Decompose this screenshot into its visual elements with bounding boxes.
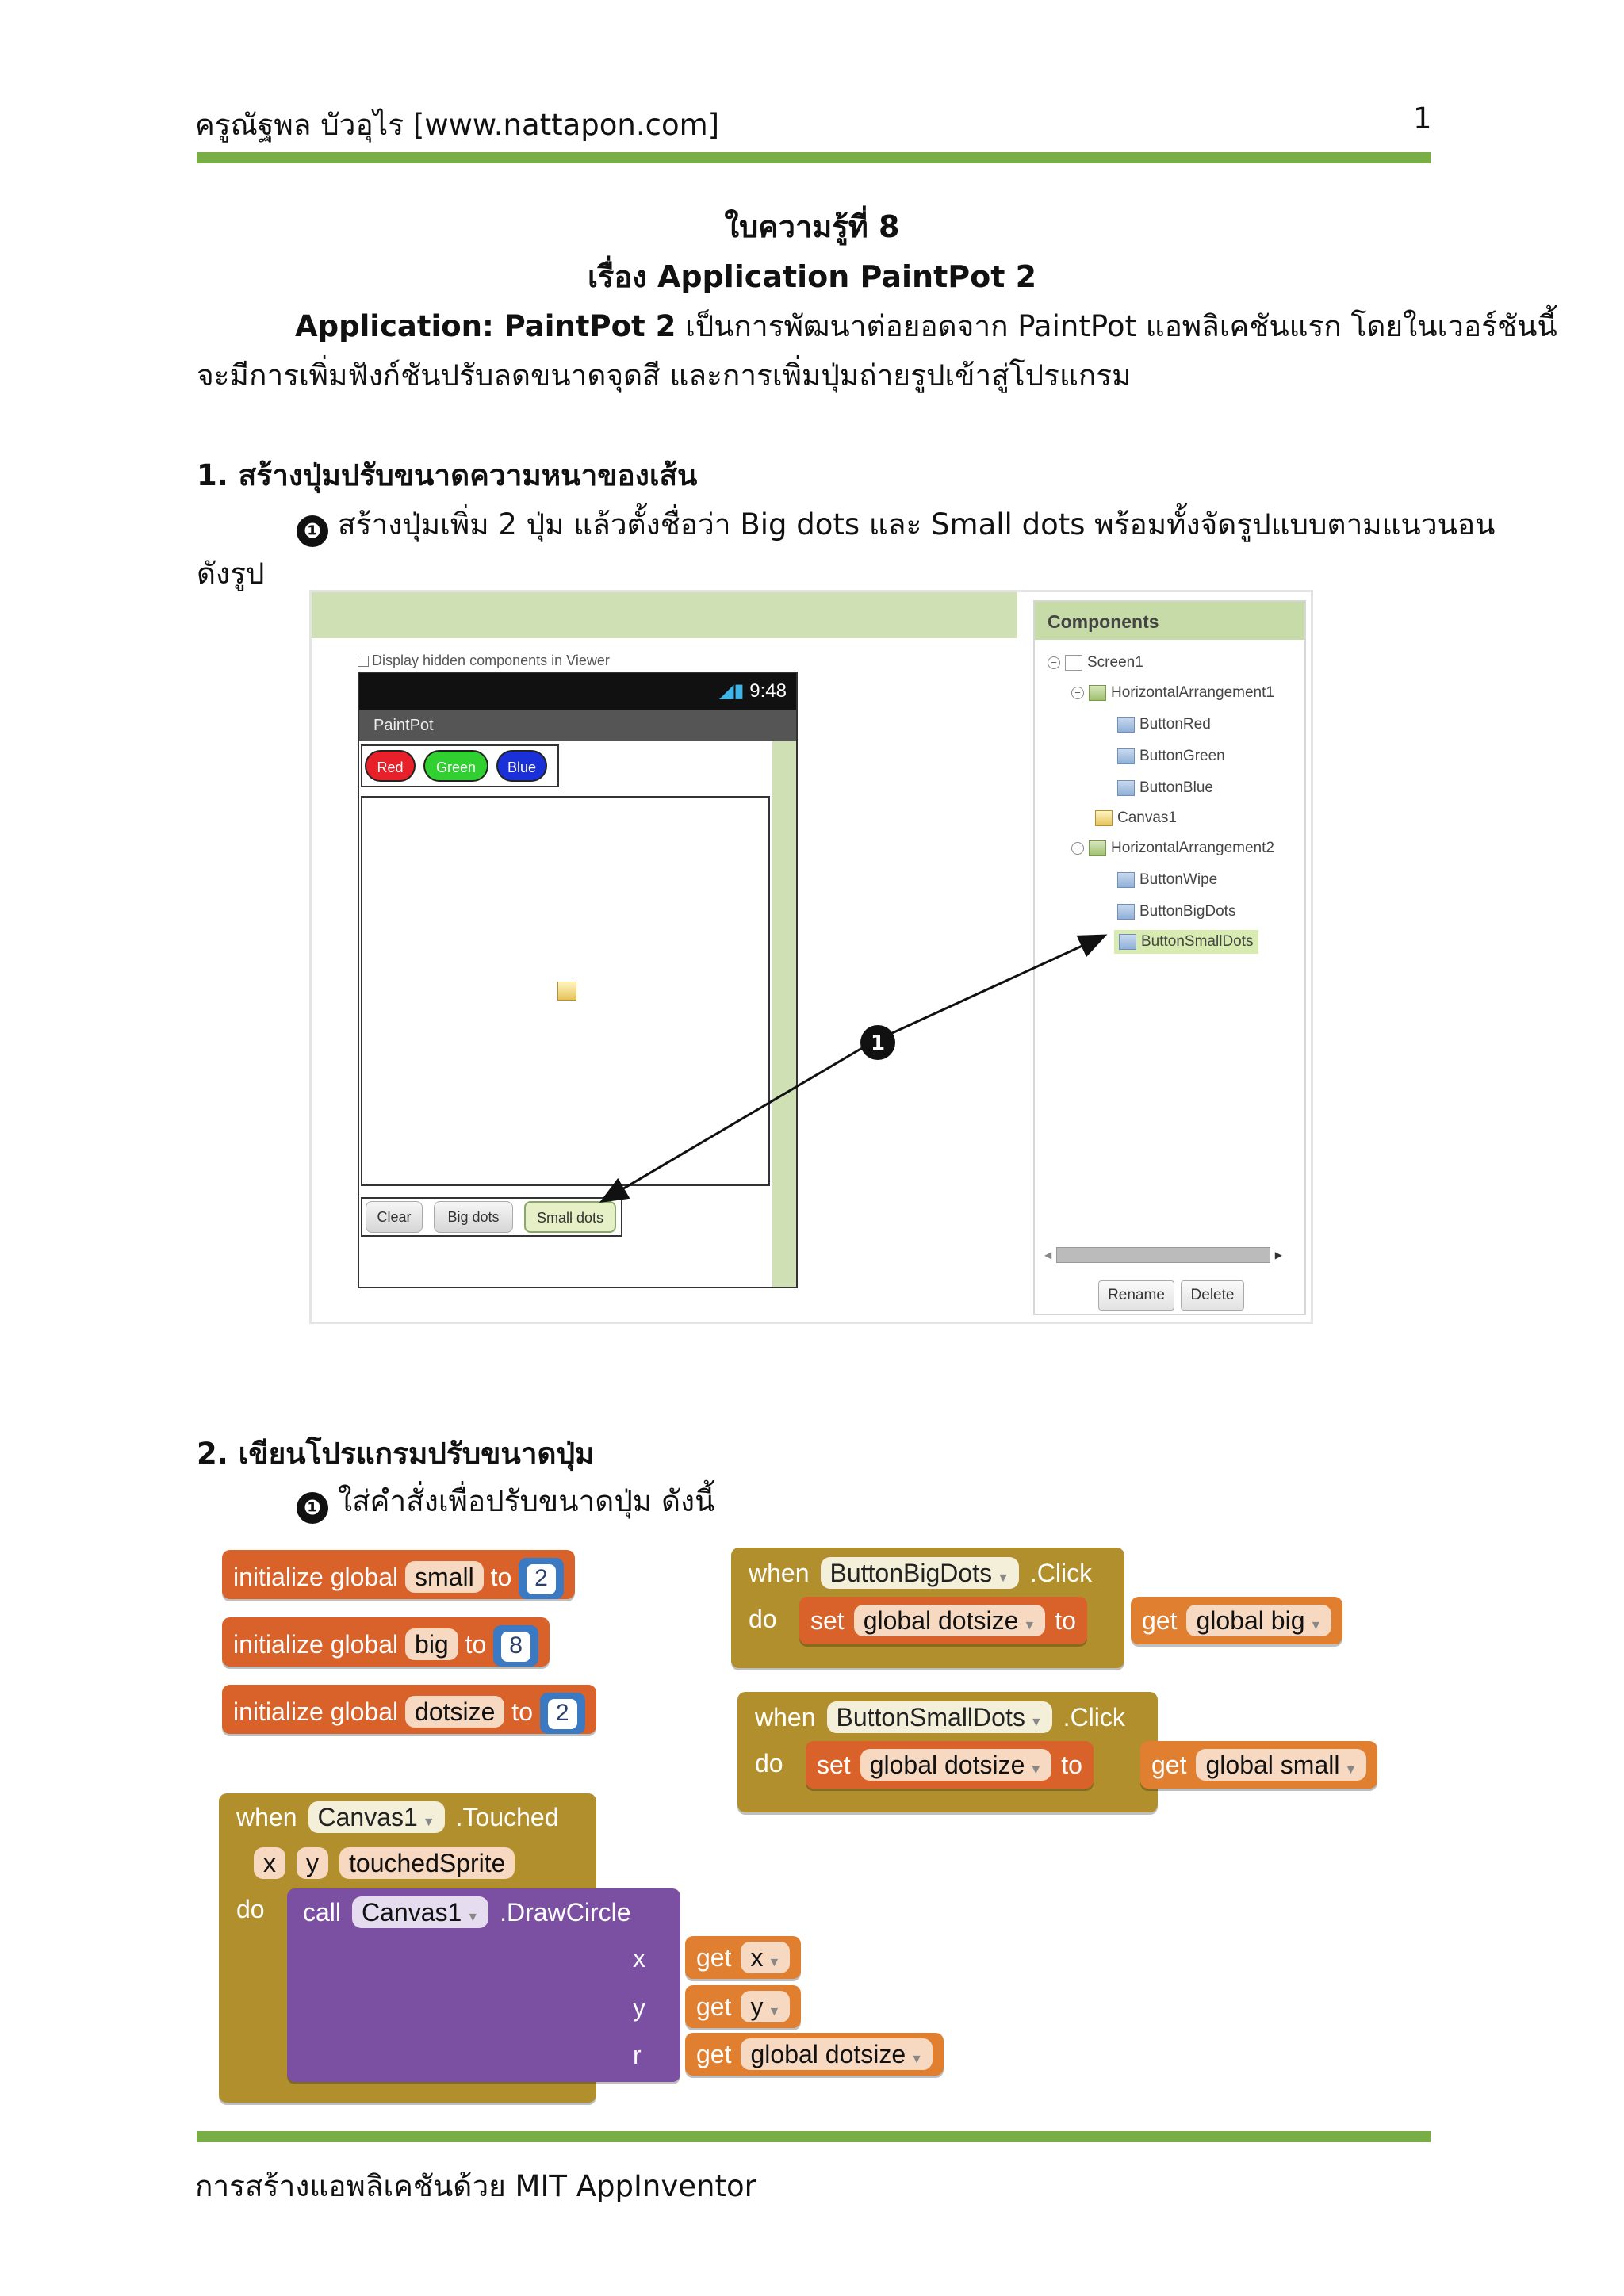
step-bullet-icon: ❶	[297, 1492, 328, 1524]
dropdown-arrow-icon: ▼	[466, 1911, 480, 1924]
tree-label: ButtonRed	[1139, 716, 1211, 733]
get-global-small-block[interactable]	[1140, 1741, 1377, 1789]
block-to: to	[511, 1697, 533, 1726]
collapse-icon[interactable]: −	[1048, 656, 1060, 669]
tree-label: HorizontalArrangement1	[1111, 684, 1274, 701]
event-header	[749, 1557, 1092, 1589]
tree-label: ButtonBigDots	[1139, 903, 1236, 920]
param-y[interactable]: y	[297, 1847, 328, 1879]
var-dropdown[interactable]	[1196, 1749, 1366, 1781]
dropdown-arrow-icon: ▼	[997, 1571, 1009, 1585]
number-field[interactable]: 8	[501, 1632, 530, 1662]
block-label: initialize global	[233, 1630, 399, 1659]
var-name: global big	[1196, 1606, 1305, 1635]
designer-screenshot	[309, 590, 1313, 1324]
event-header	[236, 1801, 559, 1833]
worksheet-subtitle: เรื่อง Application PaintPot 2	[587, 259, 1037, 294]
dropdown-arrow-icon: ▼	[1023, 1619, 1036, 1632]
var-name-field[interactable]: dotsize	[405, 1696, 504, 1728]
section1-heading: 1. สร้างปุ่มปรับขนาดความหนาของเส้น	[197, 458, 698, 492]
wifi-signal-icon: ◢▮	[718, 680, 750, 702]
rename-button[interactable]: Rename	[1098, 1280, 1174, 1311]
call-header	[303, 1896, 631, 1928]
var-dropdown[interactable]	[741, 1991, 790, 2022]
var-dropdown[interactable]	[860, 1749, 1052, 1781]
checkbox-label: Display hidden components in Viewer	[372, 652, 610, 668]
var-dropdown[interactable]	[854, 1605, 1046, 1636]
component-name: Canvas1	[362, 1898, 462, 1927]
worksheet-title: ใบความรู้ที่ 8	[724, 209, 900, 244]
init-big-block[interactable]	[222, 1617, 550, 1667]
when-label: when	[749, 1558, 810, 1587]
component-dropdown[interactable]	[821, 1557, 1019, 1589]
arrow-to-smalldots-tree	[871, 936, 1103, 1043]
tree-label: ButtonSmallDots	[1141, 933, 1254, 950]
get-label: get	[1151, 1750, 1187, 1779]
event-name: .Click	[1063, 1702, 1125, 1732]
set-dotsize-small-block[interactable]	[806, 1741, 1094, 1789]
dropdown-arrow-icon: ▼	[1029, 1763, 1043, 1777]
big-dots-button[interactable]: Big dots	[434, 1201, 513, 1233]
to-label: to	[1061, 1750, 1082, 1779]
page-number: 1	[1413, 101, 1432, 136]
set-label: set	[810, 1605, 845, 1635]
get-label: get	[696, 1992, 732, 2021]
intro-lead: Application: PaintPot 2	[295, 309, 676, 343]
arg-y-label: y	[633, 1993, 645, 2022]
intro-rest: เป็นการพัฒนาต่อยอดจาก PaintPot แอพลิเคชันแรก โดยในเวอร์ชันนี้	[676, 309, 1557, 343]
tree-label: Screen1	[1087, 654, 1143, 671]
param-touchedsprite[interactable]: touchedSprite	[339, 1847, 515, 1879]
dropdown-arrow-icon: ▼	[910, 2053, 924, 2066]
var-name-field[interactable]: big	[405, 1628, 458, 1660]
arg-r-label: r	[633, 2041, 642, 2069]
call-label: call	[303, 1897, 342, 1927]
get-y-block[interactable]	[685, 1985, 801, 2028]
section1-step-text: สร้างปุ่มเพิ่ม 2 ปุ่ม แล้วตั้งชื่อว่า Big dots และ Small dots พร้อมทั้งจัดรูปแบบตามแนวนอน	[338, 507, 1496, 541]
footer-text: การสร้างแอพลิเคชันด้วย MIT AppInventor	[195, 2169, 756, 2203]
component-name: Canvas1	[317, 1803, 418, 1831]
when-label: when	[755, 1702, 816, 1732]
get-dotsize-block[interactable]	[685, 2033, 944, 2076]
app-title-bar: PaintPot	[359, 710, 796, 741]
do-label: do	[749, 1605, 777, 1633]
event-params	[254, 1847, 515, 1879]
dropdown-arrow-icon: ▼	[1344, 1763, 1358, 1777]
component-dropdown[interactable]	[352, 1896, 488, 1928]
get-x-block[interactable]	[685, 1936, 801, 1979]
tree-label: ButtonBlue	[1139, 779, 1213, 796]
get-label: get	[696, 2039, 732, 2068]
step-bullet-icon: ❶	[297, 515, 328, 547]
var-dropdown[interactable]	[1186, 1605, 1331, 1636]
scroll-right-icon[interactable]: ▶	[1274, 1249, 1282, 1261]
header-author: ครูณัฐพล บัวอุไร [www.nattapon.com]	[195, 108, 720, 142]
section2-step	[297, 1478, 714, 1525]
var-dropdown[interactable]	[741, 2038, 933, 2070]
to-label: to	[1055, 1605, 1076, 1635]
get-global-big-block[interactable]	[1131, 1597, 1342, 1644]
var-name: y	[750, 1992, 764, 2021]
var-name: x	[750, 1943, 764, 1972]
block-label: initialize global	[233, 1563, 399, 1591]
number-field[interactable]: 2	[527, 1564, 556, 1594]
when-label: when	[236, 1802, 297, 1831]
arg-x-label: x	[633, 1944, 645, 1973]
intro-line1	[295, 303, 1557, 350]
set-label: set	[817, 1750, 851, 1779]
event-name: .Touched	[455, 1802, 559, 1831]
param-x[interactable]: x	[254, 1847, 285, 1879]
component-name: ButtonSmallDots	[836, 1703, 1025, 1732]
dropdown-arrow-icon: ▼	[768, 2005, 781, 2019]
var-name: global dotsize	[869, 1751, 1025, 1779]
event-header	[755, 1701, 1125, 1733]
section1-step	[297, 501, 1495, 548]
header-rule	[197, 152, 1431, 163]
set-dotsize-big-block[interactable]	[799, 1597, 1087, 1644]
section2-heading: 2. เขียนโปรแกรมปรับขนาดปุ่ม	[197, 1437, 595, 1471]
dropdown-arrow-icon: ▼	[1029, 1716, 1043, 1729]
collapse-icon[interactable]: −	[1071, 842, 1084, 855]
clock: 9:48	[749, 680, 787, 702]
svg-text:1: 1	[870, 1031, 886, 1055]
green-button[interactable]: Green	[423, 750, 488, 782]
clear-button[interactable]: Clear	[366, 1201, 423, 1233]
components-title: Components	[1035, 602, 1304, 640]
method-name: .DrawCircle	[500, 1897, 631, 1927]
tree-label: HorizontalArrangement2	[1111, 840, 1274, 856]
delete-button[interactable]: Delete	[1181, 1280, 1244, 1311]
get-label: get	[1142, 1605, 1178, 1635]
var-name: global dotsize	[863, 1606, 1019, 1635]
tree-label: Canvas1	[1117, 809, 1177, 826]
intro-line2: จะมีการเพิ่มฟังก์ชันปรับลดขนาดจุดสี และการเพิ่มปุ่มถ่ายรูปเข้าสู่โปรแกรม	[197, 358, 1132, 392]
small-dots-button[interactable]: Small dots	[524, 1201, 616, 1233]
callout-arrow	[312, 592, 1311, 1322]
var-dropdown[interactable]	[741, 1942, 790, 1973]
dropdown-arrow-icon: ▼	[768, 1956, 781, 1969]
dropdown-arrow-icon: ▼	[422, 1816, 435, 1829]
footer-rule	[197, 2131, 1431, 2142]
tree-label: ButtonWipe	[1139, 871, 1218, 888]
collapse-icon[interactable]: −	[1071, 687, 1084, 699]
dropdown-arrow-icon: ▼	[1309, 1619, 1323, 1632]
init-dotsize-block[interactable]	[222, 1685, 596, 1734]
do-label: do	[755, 1749, 783, 1777]
component-name: ButtonBigDots	[829, 1559, 993, 1587]
section1-step-cont: ดังรูป	[197, 557, 265, 591]
component-dropdown[interactable]	[308, 1801, 445, 1833]
drawcircle-call-block[interactable]	[287, 1888, 680, 2082]
blue-button[interactable]: Blue	[496, 750, 547, 782]
get-label: get	[696, 1942, 732, 1972]
arrow-to-smalldots-button	[603, 1043, 871, 1200]
var-name-field[interactable]: small	[405, 1561, 484, 1593]
init-small-block[interactable]	[222, 1550, 575, 1599]
var-name: global dotsize	[750, 2040, 906, 2068]
block-to: to	[490, 1563, 512, 1591]
event-name: .Click	[1029, 1558, 1093, 1587]
component-dropdown[interactable]	[827, 1701, 1052, 1733]
number-field[interactable]: 2	[548, 1699, 577, 1729]
do-label: do	[236, 1895, 265, 1923]
red-button[interactable]: Red	[365, 750, 416, 782]
block-label: initialize global	[233, 1697, 399, 1726]
var-name: global small	[1205, 1751, 1340, 1779]
scroll-left-icon[interactable]: ◀	[1044, 1249, 1052, 1261]
section2-step-text: ใส่คำสั่งเพื่อปรับขนาดปุ่ม ดังนี้	[338, 1484, 715, 1518]
tree-label: ButtonGreen	[1139, 748, 1225, 764]
block-to: to	[465, 1630, 487, 1659]
